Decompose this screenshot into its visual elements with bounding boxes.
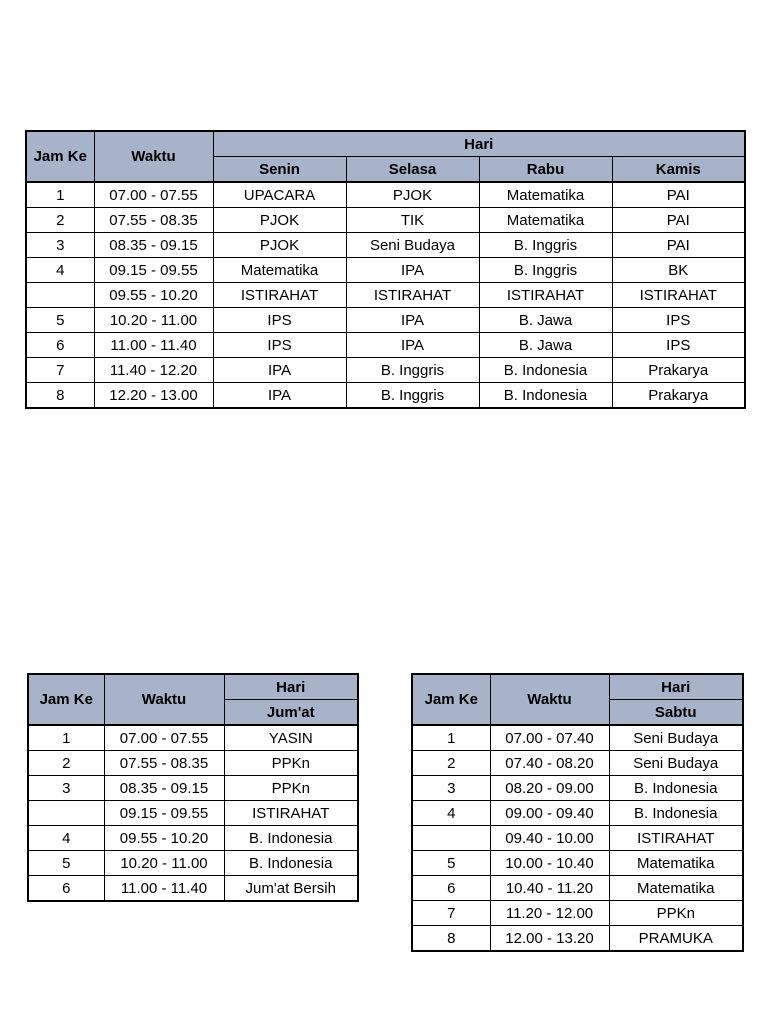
cell-subject: Matematika <box>479 208 612 233</box>
cell-waktu: 09.00 - 09.40 <box>490 801 609 826</box>
cell-waktu: 12.20 - 13.00 <box>94 383 213 409</box>
cell-jam-ke: 6 <box>412 876 490 901</box>
cell-waktu: 11.00 - 11.40 <box>94 333 213 358</box>
cell-jam-ke: 8 <box>412 926 490 952</box>
cell-jam-ke <box>412 826 490 851</box>
table-row <box>412 901 743 926</box>
cell-subject: PJOK <box>346 182 479 208</box>
table-row <box>412 751 743 776</box>
table-body <box>412 725 743 951</box>
table-row <box>412 851 743 876</box>
cell-subject: TIK <box>346 208 479 233</box>
header-hari: Hari <box>224 674 358 700</box>
cell-jam-ke: 6 <box>28 876 104 902</box>
cell-subject: B. Indonesia <box>479 358 612 383</box>
cell-subject: ISTIRAHAT <box>213 283 346 308</box>
table-row <box>28 826 358 851</box>
cell-subject: B. Inggris <box>346 383 479 409</box>
schedule-table-senin-kamis <box>25 130 746 409</box>
cell-waktu: 08.35 - 09.15 <box>94 233 213 258</box>
schedule-table-sabtu <box>411 673 744 952</box>
cell-jam-ke: 5 <box>26 308 94 333</box>
cell-subject: IPS <box>612 308 745 333</box>
cell-waktu: 10.00 - 10.40 <box>490 851 609 876</box>
cell-subject: Matematika <box>213 258 346 283</box>
cell-waktu: 09.15 - 09.55 <box>104 801 224 826</box>
table-body <box>28 725 358 901</box>
cell-subject: PJOK <box>213 208 346 233</box>
header-day: Selasa <box>346 157 479 183</box>
cell-subject: Matematika <box>479 182 612 208</box>
cell-subject: PAI <box>612 233 745 258</box>
cell-subject: PRAMUKA <box>609 926 743 952</box>
table-row <box>28 751 358 776</box>
cell-waktu: 07.55 - 08.35 <box>94 208 213 233</box>
cell-jam-ke: 8 <box>26 383 94 409</box>
cell-waktu: 07.40 - 08.20 <box>490 751 609 776</box>
cell-jam-ke: 1 <box>26 182 94 208</box>
cell-waktu: 09.15 - 09.55 <box>94 258 213 283</box>
cell-subject: B. Jawa <box>479 308 612 333</box>
cell-waktu: 11.00 - 11.40 <box>104 876 224 902</box>
cell-subject: ISTIRAHAT <box>479 283 612 308</box>
cell-subject: UPACARA <box>213 182 346 208</box>
header-jam-ke: Jam Ke <box>26 131 94 182</box>
header-day: Kamis <box>612 157 745 183</box>
header-hari: Hari <box>213 131 745 157</box>
header-hari: Hari <box>609 674 743 700</box>
header-jam-ke: Jam Ke <box>412 674 490 725</box>
table-row <box>26 233 745 258</box>
cell-subject: IPA <box>346 258 479 283</box>
cell-subject: Matematika <box>609 851 743 876</box>
cell-subject: PJOK <box>213 233 346 258</box>
table-row <box>412 926 743 952</box>
cell-waktu: 10.20 - 11.00 <box>94 308 213 333</box>
cell-jam-ke <box>28 801 104 826</box>
cell-waktu: 07.00 - 07.40 <box>490 725 609 751</box>
cell-subject: B. Indonesia <box>479 383 612 409</box>
cell-subject: ISTIRAHAT <box>612 283 745 308</box>
table-row <box>412 826 743 851</box>
cell-subject: PAI <box>612 208 745 233</box>
cell-waktu: 12.00 - 13.20 <box>490 926 609 952</box>
cell-subject: Seni Budaya <box>609 751 743 776</box>
cell-subject: PAI <box>612 182 745 208</box>
cell-waktu: 10.40 - 11.20 <box>490 876 609 901</box>
cell-waktu: 08.20 - 09.00 <box>490 776 609 801</box>
cell-subject: IPS <box>213 333 346 358</box>
cell-subject: YASIN <box>224 725 358 751</box>
cell-jam-ke: 7 <box>412 901 490 926</box>
cell-subject: Jum'at Bersih <box>224 876 358 902</box>
cell-subject: ISTIRAHAT <box>224 801 358 826</box>
cell-subject: IPA <box>213 383 346 409</box>
table-row <box>412 801 743 826</box>
cell-subject: Seni Budaya <box>346 233 479 258</box>
cell-subject: BK <box>612 258 745 283</box>
cell-jam-ke: 3 <box>412 776 490 801</box>
header-day: Senin <box>213 157 346 183</box>
table-row <box>26 182 745 208</box>
table-row <box>412 776 743 801</box>
cell-subject: ISTIRAHAT <box>346 283 479 308</box>
table-row <box>26 283 745 308</box>
cell-subject: PPKn <box>609 901 743 926</box>
cell-subject: B. Indonesia <box>224 826 358 851</box>
cell-subject: B. Inggris <box>346 358 479 383</box>
cell-jam-ke: 3 <box>26 233 94 258</box>
cell-subject: B. Inggris <box>479 233 612 258</box>
cell-subject: IPS <box>213 308 346 333</box>
cell-waktu: 08.35 - 09.15 <box>104 776 224 801</box>
cell-jam-ke: 7 <box>26 358 94 383</box>
cell-subject: PPKn <box>224 751 358 776</box>
cell-subject: B. Indonesia <box>224 851 358 876</box>
table-row <box>28 876 358 902</box>
cell-subject: B. Jawa <box>479 333 612 358</box>
table-row <box>26 308 745 333</box>
cell-jam-ke: 5 <box>412 851 490 876</box>
cell-jam-ke: 2 <box>28 751 104 776</box>
table-row <box>26 333 745 358</box>
header-day: Rabu <box>479 157 612 183</box>
cell-jam-ke: 4 <box>412 801 490 826</box>
cell-subject: B. Inggris <box>479 258 612 283</box>
cell-jam-ke: 3 <box>28 776 104 801</box>
cell-subject: IPA <box>346 333 479 358</box>
cell-jam-ke: 5 <box>28 851 104 876</box>
header-day: Jum'at <box>224 700 358 726</box>
cell-waktu: 09.40 - 10.00 <box>490 826 609 851</box>
cell-jam-ke: 1 <box>28 725 104 751</box>
header-waktu: Waktu <box>94 131 213 182</box>
cell-jam-ke: 1 <box>412 725 490 751</box>
cell-subject: B. Indonesia <box>609 776 743 801</box>
table-row <box>26 358 745 383</box>
cell-subject: Prakarya <box>612 358 745 383</box>
table-row <box>26 208 745 233</box>
cell-waktu: 11.20 - 12.00 <box>490 901 609 926</box>
cell-waktu: 09.55 - 10.20 <box>104 826 224 851</box>
header-jam-ke: Jam Ke <box>28 674 104 725</box>
table-row <box>412 725 743 751</box>
cell-subject: Matematika <box>609 876 743 901</box>
cell-jam-ke: 2 <box>412 751 490 776</box>
cell-subject: ISTIRAHAT <box>609 826 743 851</box>
cell-waktu: 09.55 - 10.20 <box>94 283 213 308</box>
table-row <box>26 258 745 283</box>
table-row <box>28 725 358 751</box>
cell-subject: IPA <box>346 308 479 333</box>
header-day: Sabtu <box>609 700 743 726</box>
cell-waktu: 07.00 - 07.55 <box>104 725 224 751</box>
header-waktu: Waktu <box>490 674 609 725</box>
schedule-table-jumat <box>27 673 359 902</box>
table-row <box>412 876 743 901</box>
cell-jam-ke: 4 <box>28 826 104 851</box>
cell-waktu: 07.55 - 08.35 <box>104 751 224 776</box>
cell-subject: B. Indonesia <box>609 801 743 826</box>
cell-jam-ke: 2 <box>26 208 94 233</box>
table-row <box>28 801 358 826</box>
table-body <box>26 182 745 408</box>
cell-subject: Seni Budaya <box>609 725 743 751</box>
cell-jam-ke: 6 <box>26 333 94 358</box>
cell-subject: PPKn <box>224 776 358 801</box>
cell-subject: IPA <box>213 358 346 383</box>
cell-subject: Prakarya <box>612 383 745 409</box>
cell-jam-ke: 4 <box>26 258 94 283</box>
cell-subject: IPS <box>612 333 745 358</box>
table-row <box>28 851 358 876</box>
cell-waktu: 10.20 - 11.00 <box>104 851 224 876</box>
cell-waktu: 07.00 - 07.55 <box>94 182 213 208</box>
table-row <box>28 776 358 801</box>
header-waktu: Waktu <box>104 674 224 725</box>
cell-waktu: 11.40 - 12.20 <box>94 358 213 383</box>
table-row <box>26 383 745 409</box>
cell-jam-ke <box>26 283 94 308</box>
